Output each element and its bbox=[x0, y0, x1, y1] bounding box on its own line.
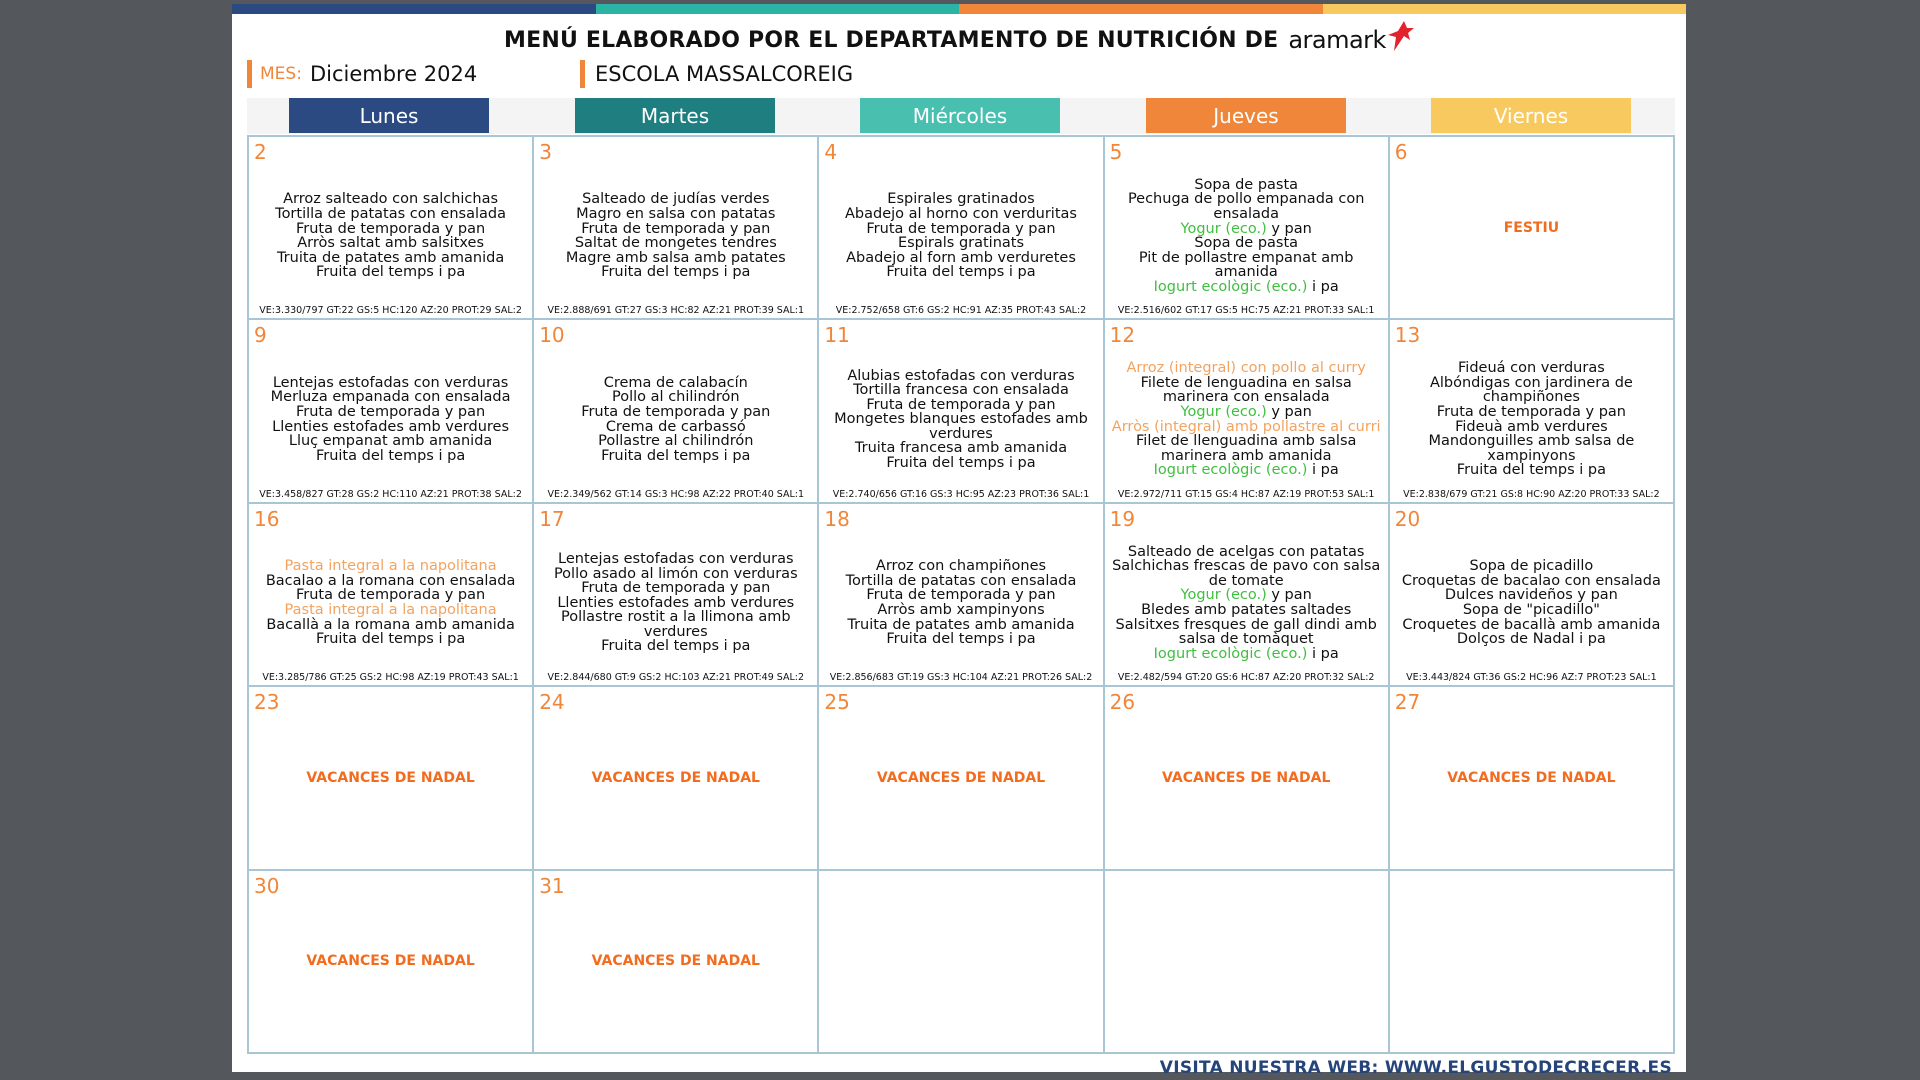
dish-suffix: i pa bbox=[1307, 278, 1339, 295]
dish-line: Fruta de temporada y pan bbox=[866, 587, 1056, 604]
dish-line: Magro en salsa con patatas bbox=[576, 206, 776, 222]
dish-line: Fideuà amb verdures bbox=[1455, 418, 1608, 435]
weekday-header-row bbox=[247, 98, 1675, 134]
day-number: 30 bbox=[254, 873, 280, 898]
dish-line: Crema de carbassó bbox=[605, 418, 746, 435]
month-field bbox=[247, 60, 553, 88]
dish-line: Crema de calabacín bbox=[603, 374, 748, 391]
dish-line: Arròs saltat amb salsitxes bbox=[297, 235, 484, 252]
weekday-monday: Lunes bbox=[289, 98, 489, 133]
day-number: 18 bbox=[824, 506, 850, 531]
day-notice: VACANCES DE NADAL bbox=[591, 769, 760, 786]
dish-line: Fruita del temps i pa bbox=[315, 447, 466, 464]
menu-dishes bbox=[249, 172, 532, 300]
dish-line: Fruita del temps i pa bbox=[886, 264, 1036, 281]
calendar-grid bbox=[247, 135, 1675, 1054]
day-notice: VACANCES DE NADAL bbox=[591, 953, 760, 970]
dish-line: Dolços de Nadal i pa bbox=[1456, 631, 1606, 648]
nutrition-info: VE:2.856/683 GT:19 GS:3 HC:104 AZ:21 PROT:26 SAL:2 bbox=[829, 672, 1093, 684]
day-number: 25 bbox=[824, 690, 850, 715]
dish-line: Merluza empanada con ensalada bbox=[270, 389, 511, 406]
dish-line: Fruita del temps i pa bbox=[601, 638, 751, 655]
page-title: MENÚ ELABORADO POR EL DEPARTAMENTO DE NUTRICIÓN DE bbox=[504, 27, 1279, 53]
dish-line: Fruita del temps i pa bbox=[315, 631, 466, 648]
dish-line: Croquetas de bacalao con ensalada bbox=[1401, 572, 1661, 589]
nutrition-info: VE:2.838/679 GT:21 GS:8 HC:90 AZ:20 PROT:33 SAL:2 bbox=[1403, 488, 1660, 500]
logo-text: aramark bbox=[1288, 26, 1386, 54]
dish-line: Arròs (integral) amb pollastre al curri bbox=[1111, 418, 1381, 435]
nutrition-info: VE:2.972/711 GT:15 GS:4 HC:87 AZ:19 PROT:53 SAL:1 bbox=[1117, 488, 1375, 500]
dish-line: Fideuá con verduras bbox=[1458, 360, 1605, 377]
weekday-wednesday: Miércoles bbox=[860, 98, 1060, 133]
dish-line: Filete de lenguadina en salsa marinera con ensalada bbox=[1140, 374, 1352, 406]
day-cell bbox=[534, 687, 817, 868]
day-cell bbox=[1390, 320, 1673, 501]
dish-suffix: i pa bbox=[1307, 645, 1339, 662]
nutrition-info: VE:2.844/680 GT:9 GS:2 HC:103 AZ:21 PROT:49 SAL:2 bbox=[547, 672, 805, 684]
day-cell bbox=[534, 320, 817, 501]
day-cell bbox=[1105, 871, 1388, 1052]
dish-line: Fruita del temps i pa bbox=[315, 264, 466, 281]
day-notice: VACANCES DE NADAL bbox=[1162, 769, 1331, 786]
dish-line: Salteado de judías verdes bbox=[582, 191, 770, 208]
dish-line: Fruta de temporada y pan bbox=[1436, 404, 1626, 420]
day-number: 3 bbox=[539, 140, 552, 164]
dish-line bbox=[1181, 405, 1312, 420]
menu-dishes bbox=[534, 539, 817, 667]
day-number: 31 bbox=[539, 873, 565, 898]
color-bar bbox=[232, 4, 1686, 14]
menu-dishes bbox=[249, 355, 532, 483]
day-number: 12 bbox=[1109, 323, 1136, 348]
day-cell bbox=[249, 871, 532, 1052]
menu-page bbox=[232, 4, 1686, 1078]
day-notice: VACANCES DE NADAL bbox=[306, 769, 475, 786]
dish-line: Pollastre al chilindrón bbox=[598, 433, 754, 450]
dish-line: Alubias estofadas con verduras bbox=[847, 367, 1075, 384]
day-number: 6 bbox=[1394, 140, 1408, 164]
nutrition-info: VE:3.285/786 GT:25 GS:2 HC:98 AZ:19 PROT:43 SAL:1 bbox=[262, 672, 519, 684]
dish-suffix: y pan bbox=[1266, 587, 1312, 604]
dish-line: Croquetes de bacallà amb amanida bbox=[1402, 616, 1661, 633]
dish-line: Bacalao a la romana con ensalada bbox=[265, 572, 516, 589]
dish-line: Pollo asado al limón con verduras bbox=[553, 565, 798, 582]
dish-line: Abadejo al forn amb verduretes bbox=[846, 249, 1076, 266]
dish-line: Sopa de pasta bbox=[1194, 235, 1299, 252]
day-notice: VACANCES DE NADAL bbox=[1447, 769, 1616, 786]
dish-line: Arròs amb xampinyons bbox=[877, 601, 1045, 618]
dish-line: Fruita del temps i pa bbox=[886, 631, 1036, 648]
weekday-thursday: Jueves bbox=[1146, 98, 1346, 133]
day-cell bbox=[249, 687, 532, 868]
dish-line: Sopa de picadillo bbox=[1469, 558, 1594, 575]
dish-line: Tortilla francesa con ensalada bbox=[853, 382, 1069, 399]
menu-dishes bbox=[1105, 355, 1388, 483]
weekday-tuesday: Martes bbox=[575, 98, 775, 133]
color-bar-orange bbox=[959, 4, 1323, 14]
menu-dishes bbox=[534, 172, 817, 300]
school-name: ESCOLA MASSALCOREIG bbox=[595, 62, 854, 86]
dish-line: Fruta de temporada y pan bbox=[581, 220, 771, 237]
day-cell bbox=[249, 137, 532, 318]
day-notice: VACANCES DE NADAL bbox=[876, 769, 1046, 786]
dish-line: Fruta de temporada y pan bbox=[581, 404, 771, 420]
dish-line: Lentejas estofadas con verduras bbox=[558, 550, 794, 567]
dish-line bbox=[1181, 222, 1312, 237]
day-cell bbox=[1105, 687, 1388, 868]
day-number: 17 bbox=[539, 506, 565, 531]
nutrition-info: VE:2.482/594 GT:20 GS:6 HC:87 AZ:20 PROT:32 SAL:2 bbox=[1117, 672, 1375, 684]
dish-line: Fruta de temporada y pan bbox=[296, 587, 486, 604]
color-bar-yellow bbox=[1323, 4, 1687, 14]
dish-line: Mandonguilles amb salsa de xampinyons bbox=[1428, 433, 1635, 464]
day-number: 20 bbox=[1394, 506, 1421, 531]
day-cell bbox=[819, 871, 1102, 1052]
dish-line: Arroz con champiñones bbox=[875, 558, 1047, 575]
dish-suffix: y pan bbox=[1266, 220, 1312, 237]
day-cell bbox=[1390, 871, 1673, 1052]
nutrition-info: VE:3.330/797 GT:22 GS:5 HC:120 AZ:20 PROT:29 SAL:2 bbox=[259, 305, 522, 317]
eco-product: Iogurt ecològic (eco.) bbox=[1153, 462, 1308, 479]
day-number: 27 bbox=[1394, 690, 1421, 715]
dish-line bbox=[1181, 588, 1312, 603]
day-number: 9 bbox=[254, 323, 267, 348]
menu-dishes bbox=[819, 172, 1102, 300]
menu-dishes bbox=[1105, 172, 1388, 300]
nutrition-info: VE:2.752/658 GT:6 GS:2 HC:91 AZ:35 PROT:43 SAL:2 bbox=[835, 305, 1087, 317]
aramark-logo bbox=[1288, 26, 1414, 54]
school-field bbox=[580, 60, 1675, 88]
day-number: 2 bbox=[254, 140, 267, 164]
dish-line: Espirales gratinados bbox=[887, 191, 1035, 208]
day-cell bbox=[819, 320, 1102, 501]
color-bar-teal bbox=[596, 4, 960, 14]
menu-dishes bbox=[819, 539, 1102, 667]
dish-line: Fruta de temporada y pan bbox=[866, 396, 1056, 413]
dish-line: Truita de patates amb amanida bbox=[276, 249, 505, 266]
day-cell bbox=[534, 871, 817, 1052]
day-cell bbox=[819, 137, 1102, 318]
dish-line: Fruta de temporada y pan bbox=[296, 404, 486, 420]
dish-line: Tortilla de patatas con ensalada bbox=[275, 206, 506, 222]
dish-line: Arroz (integral) con pollo al curry bbox=[1126, 360, 1366, 377]
dish-line: Abadejo al horno con verduritas bbox=[845, 206, 1077, 222]
nutrition-info: VE:2.740/656 GT:16 GS:3 HC:95 AZ:23 PROT:36 SAL:1 bbox=[832, 488, 1090, 500]
day-cell bbox=[534, 504, 817, 685]
menu-dishes bbox=[819, 355, 1102, 483]
day-number: 26 bbox=[1109, 690, 1136, 715]
day-cell bbox=[1390, 504, 1673, 685]
info-row bbox=[247, 60, 1675, 90]
nutrition-info: VE:2.349/562 GT:14 GS:3 HC:98 AZ:22 PROT:40 SAL:1 bbox=[547, 488, 805, 500]
dish-line bbox=[1154, 280, 1339, 295]
color-bar-blue bbox=[232, 4, 596, 14]
month-value: Diciembre 2024 bbox=[309, 62, 478, 86]
weekday-friday: Viernes bbox=[1431, 98, 1631, 133]
dish-line bbox=[1154, 463, 1339, 478]
day-notice: FESTIU bbox=[1503, 219, 1560, 236]
dish-line: Pit de pollastre empanat amb amanida bbox=[1138, 249, 1354, 281]
day-number: 13 bbox=[1394, 323, 1421, 348]
eco-product: Yogur (eco.) bbox=[1180, 404, 1267, 420]
dish-line: Lluç empanat amb amanida bbox=[288, 433, 493, 450]
day-number: 19 bbox=[1109, 506, 1136, 531]
dish-line: Pasta integral a la napolitana bbox=[284, 558, 497, 575]
dish-line: Fruita del temps i pa bbox=[1456, 462, 1607, 479]
dish-line: Saltat de mongetes tendres bbox=[574, 235, 777, 252]
dish-line: Llenties estofades amb verdures bbox=[272, 418, 510, 435]
day-cell bbox=[534, 137, 817, 318]
day-number: 11 bbox=[824, 323, 850, 348]
dish-line: Filet de llenguadina amb salsa marinera amb amanida bbox=[1136, 433, 1357, 464]
menu-dishes bbox=[1390, 355, 1673, 483]
dish-suffix: i pa bbox=[1307, 462, 1339, 479]
dish-line: Salchichas frescas de pavo con salsa de tomate bbox=[1112, 558, 1381, 589]
day-cell bbox=[819, 687, 1102, 868]
dish-line: Albóndigas con jardinera de champiñones bbox=[1429, 374, 1633, 406]
day-cell bbox=[249, 320, 532, 501]
dish-line: Espirals gratinats bbox=[897, 235, 1025, 252]
day-number: 5 bbox=[1109, 140, 1123, 164]
dish-line: Salteado de acelgas con patatas bbox=[1127, 543, 1365, 560]
day-number: 23 bbox=[254, 690, 280, 715]
eco-product: Yogur (eco.) bbox=[1180, 587, 1267, 604]
dish-line: Fruta de temporada y pan bbox=[866, 220, 1056, 237]
day-cell bbox=[1105, 320, 1388, 501]
dish-line: Pollo al chilindrón bbox=[612, 389, 740, 406]
day-number: 4 bbox=[824, 140, 838, 164]
logo-star-icon bbox=[1384, 19, 1414, 53]
nutrition-info: VE:3.458/827 GT:28 GS:2 HC:110 AZ:21 PROT:38 SAL:2 bbox=[259, 488, 522, 500]
day-cell bbox=[1390, 137, 1673, 318]
eco-product: Iogurt ecològic (eco.) bbox=[1153, 645, 1308, 662]
dish-line: Dulces navideños y pan bbox=[1444, 587, 1618, 604]
day-cell bbox=[819, 504, 1102, 685]
dish-suffix: y pan bbox=[1266, 404, 1312, 420]
dish-line: Fruita del temps i pa bbox=[601, 264, 751, 281]
dish-line: Bacallà a la romana amb amanida bbox=[266, 616, 515, 633]
day-number: 24 bbox=[539, 690, 565, 715]
month-label: MES: bbox=[260, 64, 302, 84]
dish-line: Sopa de "picadillo" bbox=[1462, 601, 1600, 618]
nutrition-info: VE:2.516/602 GT:17 GS:5 HC:75 AZ:21 PROT:33 SAL:1 bbox=[1117, 305, 1375, 317]
dish-line: Bledes amb patates saltades bbox=[1141, 601, 1352, 618]
dish-line: Arroz salteado con salchichas bbox=[283, 191, 499, 208]
dish-line: Magre amb salsa amb patates bbox=[565, 249, 786, 266]
nutrition-info: VE:3.443/824 GT:36 GS:2 HC:96 AZ:7 PROT:23 SAL:1 bbox=[1406, 672, 1657, 684]
dish-line: Lentejas estofadas con verduras bbox=[272, 374, 509, 391]
day-cell bbox=[1390, 687, 1673, 868]
day-cell bbox=[249, 504, 532, 685]
dish-line bbox=[1154, 647, 1339, 662]
menu-dishes bbox=[1390, 539, 1673, 667]
dish-line: Pasta integral a la napolitana bbox=[284, 601, 497, 618]
dish-line: Truita francesa amb amanida bbox=[854, 440, 1068, 457]
dish-line: Fruita del temps i pa bbox=[886, 455, 1036, 472]
day-number: 16 bbox=[254, 506, 280, 531]
eco-product: Iogurt ecològic (eco.) bbox=[1153, 278, 1308, 295]
eco-product: Yogur (eco.) bbox=[1180, 220, 1267, 237]
day-number: 10 bbox=[539, 323, 565, 348]
menu-dishes bbox=[1105, 539, 1388, 667]
day-cell bbox=[1105, 137, 1388, 318]
menu-dishes bbox=[249, 539, 532, 667]
header-title-row bbox=[232, 22, 1686, 58]
dish-line: Fruta de temporada y pan bbox=[296, 220, 486, 237]
menu-dishes bbox=[534, 355, 817, 483]
dish-line: Truita de patates amb amanida bbox=[847, 616, 1075, 633]
website-footer: VISITA NUESTRA WEB: WWW.ELGUSTODECRECER.ES bbox=[1159, 1058, 1672, 1078]
dish-line: Salsitxes fresques de gall dindi amb salsa de tomàquet bbox=[1115, 616, 1377, 648]
dish-line: Fruita del temps i pa bbox=[601, 447, 751, 464]
day-cell bbox=[1105, 504, 1388, 685]
dish-line: Mongetes blanques estofades amb verdures bbox=[834, 411, 1088, 442]
dish-line: Llenties estofades amb verdures bbox=[557, 594, 795, 611]
dish-line: Tortilla de patatas con ensalada bbox=[845, 572, 1077, 589]
nutrition-info: VE:2.888/691 GT:27 GS:3 HC:82 AZ:21 PROT:39 SAL:1 bbox=[547, 305, 805, 317]
dish-line: Pollastre rostit a la llimona amb verdures bbox=[561, 609, 791, 640]
dish-line: Pechuga de pollo empanada con ensalada bbox=[1127, 191, 1365, 222]
dish-line: Sopa de pasta bbox=[1194, 176, 1299, 193]
day-notice: VACANCES DE NADAL bbox=[306, 953, 475, 970]
dish-line: Fruta de temporada y pan bbox=[581, 580, 771, 597]
